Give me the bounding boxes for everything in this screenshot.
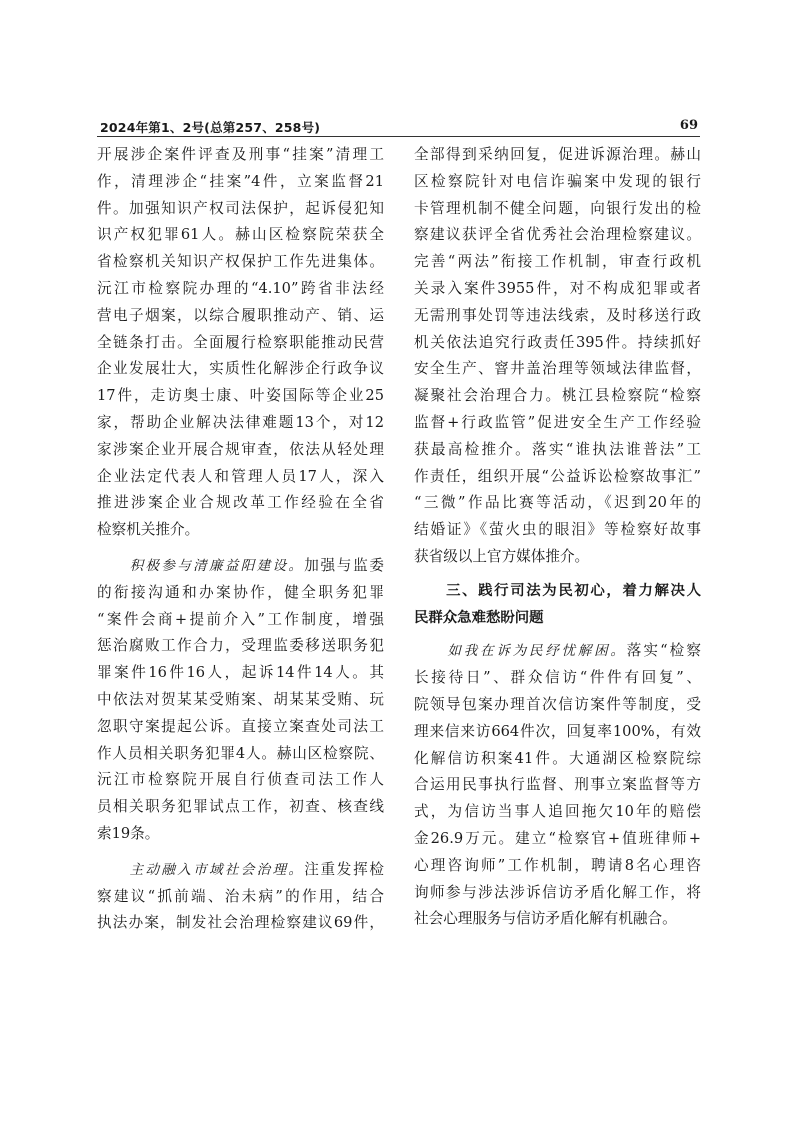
page-number: 69: [679, 118, 698, 133]
text-line: 推进涉案企业合规改革工作经验在全省: [97, 494, 384, 512]
text-line: 全部得到采纳回复，促进诉源治理。赫山: [414, 146, 701, 163]
text-line: 中依法对贺某某受贿案、胡某某受贿、玩: [97, 690, 384, 708]
text-line: 长接待日”、群众信访“件件有回复”、: [414, 669, 701, 687]
text-line: 理来信来访664件次，回复率100%，有效: [414, 722, 701, 740]
text-line: 安全生产、窨井盖治理等领域法律监督，: [414, 360, 701, 378]
text-line: 察建议获评全省优秀社会治理检察建议。: [414, 226, 701, 244]
text-line: 化解信访积案41件。大通湖区检察院综: [414, 749, 701, 767]
text-line: 作责任，组织开展“公益诉讼检察故事汇”: [414, 467, 701, 485]
text-line: 检察机关推介。: [97, 521, 200, 539]
paragraph-governance-continued: [414, 142, 701, 571]
text-line: 开展涉企案件评查及刑事“挂案”清理工: [97, 146, 384, 163]
text-line: 式，为信访当事人追回拖欠10年的赔偿: [414, 803, 701, 821]
text-line: 积极参与清廉益阳建设。加强与监委: [129, 556, 384, 574]
paragraph-private-enterprise: [97, 142, 384, 544]
issue-label: 2024年第1、2号(总第257、258号): [100, 120, 321, 135]
text-line: 主动融入市域社会治理。注重发挥检: [129, 860, 384, 878]
text-line: 17件，走访奥士康、叶姿国际等企业25: [97, 387, 384, 405]
text-line: 企业法定代表人和管理人员17人，深入: [97, 467, 384, 485]
text-line: “案件会商+提前介入”工作制度，增强: [97, 610, 384, 628]
text-line: 获最高检推介。落实“谁执法谁普法”工: [414, 440, 701, 458]
text-line: 惩治腐败工作合力，受理监委移送职务犯: [97, 637, 384, 655]
text-line: 索19条。: [97, 824, 160, 842]
text-line: 沅江市检察院办理的“4.10”跨省非法经: [97, 279, 384, 297]
text-line: 件。加强知识产权司法保护，起诉侵犯知: [97, 199, 384, 217]
text-line: 机关依法追究行政责任395件。持续抓好: [414, 333, 701, 351]
text-line: 识产权犯罪61人。赫山区检察院荣获全: [97, 226, 384, 244]
left-column: [97, 142, 384, 937]
text-line: 企业发展壮大，实质性化解涉企行政争议: [97, 360, 384, 378]
text-line: 作人员相关职务犯罪4人。赫山区检察院、: [97, 744, 384, 762]
section-heading: [414, 578, 701, 632]
paragraph-social-governance: [97, 857, 384, 937]
text-line: 察建议“抓前端、治未病”的作用，结合: [97, 887, 384, 905]
paragraph-lead: 如我在诉为民纾忧解困。: [447, 643, 627, 660]
text-line: 院领导包案办理首次信访案件等制度，受: [414, 695, 701, 713]
text-line: 罪案件16件16人，起诉14件14人。其: [97, 664, 384, 682]
right-column: [414, 142, 701, 933]
section-heading-line: 民群众急难愁盼问题: [414, 609, 544, 626]
text-line: 关录入案件3955件，对不构成犯罪或者: [414, 279, 701, 297]
text-line: 合运用民事执行监督、刑事立案监督等方: [414, 776, 701, 794]
text-line: 省检察机关知识产权保护工作先进集体。: [97, 253, 384, 271]
text-line: 家，帮助企业解决法律难题13个，对12: [97, 413, 384, 431]
text-line: 营电子烟案，以综合履职推动产、销、运: [97, 306, 384, 324]
text-line: 家涉案企业开展合规审查，依法从轻处理: [97, 440, 384, 458]
text-line: 结婚证》《萤火虫的眼泪》等检察好故事: [414, 521, 701, 539]
paragraph-petitions: [414, 638, 701, 933]
text-line: 凝聚社会治理合力。桃江县检察院“检察: [414, 387, 701, 405]
text-line: 忽职守案提起公诉。直接立案查处司法工: [97, 717, 384, 735]
text-line: “三微”作品比赛等活动，《迟到20年的: [414, 494, 701, 512]
text-line: 员相关职务犯罪试点工作，初查、核查线: [97, 798, 384, 816]
text-line: 完善“两法”衔接工作机制，审查行政机: [414, 253, 701, 271]
page-header: [97, 112, 700, 137]
text-line: 获省级以上官方媒体推介。: [414, 547, 590, 565]
paragraph-lead: 积极参与清廉益阳建设。: [129, 557, 305, 574]
text-line: 执法办案，制发社会治理检察建议69件，: [97, 914, 384, 932]
text-line: 沅江市检察院开展自行侦查司法工作人: [97, 771, 384, 789]
text-line: 询师参与涉法涉诉信访矛盾化解工作，将: [414, 883, 701, 901]
text-line: 监督+行政监管”促进安全生产工作经验: [414, 413, 701, 431]
text-line: 金26.9万元。建立“检察官+值班律师+: [414, 829, 701, 847]
text-line: 的衔接沟通和办案协作，健全职务犯罪: [97, 583, 384, 601]
paragraph-clean-yiyang: [97, 553, 384, 848]
text-line: 作，清理涉企“挂案”4件，立案监督21: [97, 172, 384, 190]
text-line: 无需刑事处罚等违法线索，及时移送行政: [414, 306, 701, 324]
text-line: 卡管理机制不健全问题，向银行发出的检: [414, 199, 701, 217]
text-line: 全链条打击。全面履行检察职能推动民营: [97, 333, 384, 351]
section-heading-line: 三、践行司法为民初心，着力解决人: [446, 582, 701, 599]
text-line: 社会心理服务与信访矛盾化解有机融合。: [414, 910, 677, 928]
text-line: 区检察院针对电信诈骗案中发现的银行: [414, 172, 701, 190]
paragraph-lead: 主动融入市域社会治理。: [129, 861, 305, 878]
text-line: 如我在诉为民纾忧解困。落实“检察: [447, 642, 701, 660]
text-line: 心理咨询师”工作机制，聘请8名心理咨: [414, 856, 701, 874]
